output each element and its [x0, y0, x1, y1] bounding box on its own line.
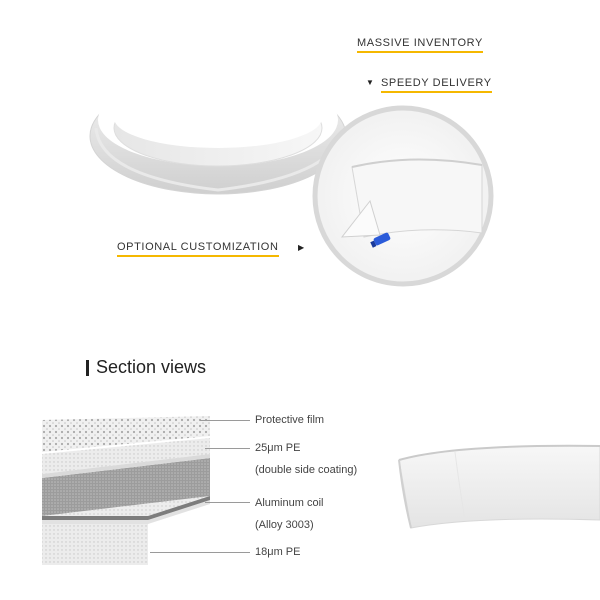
leader-line — [200, 420, 250, 421]
feature-underline — [357, 51, 483, 53]
arrow-right-icon: ▶ — [298, 243, 305, 252]
layer-note-pe-25: (double side coating) — [255, 464, 358, 476]
section-title: Section views — [96, 357, 207, 377]
layer-label-pe-25: 25μm PE — [255, 442, 301, 454]
feature-massive-inventory-label: MASSIVE INVENTORY — [357, 37, 483, 49]
leader-line — [150, 552, 250, 553]
section-title-marker — [86, 360, 89, 376]
leader-line — [205, 448, 250, 449]
layer-label-aluminum-coil: Aluminum coil — [255, 497, 324, 509]
layer-note-aluminum: (Alloy 3003) — [255, 519, 314, 531]
layer-label-pe-18: 18μm PE — [255, 546, 301, 558]
feature-speedy-delivery-label: SPEEDY DELIVERY — [381, 77, 492, 89]
leader-line — [205, 502, 250, 503]
feature-underline — [381, 91, 492, 93]
feature-underline — [117, 255, 279, 257]
feature-optional-customization-label: OPTIONAL CUSTOMIZATION — [117, 241, 279, 253]
feature-optional-customization — [117, 240, 279, 254]
layer-stack-diagram — [0, 400, 260, 580]
feature-massive-inventory — [357, 36, 483, 50]
feature-speedy-delivery — [381, 76, 492, 90]
arrow-down-icon: ▼ — [366, 78, 374, 87]
layer-label-protective-film: Protective film — [255, 414, 325, 426]
coil-strip-illustration — [395, 440, 600, 530]
zoom-detail-circle — [312, 105, 494, 287]
